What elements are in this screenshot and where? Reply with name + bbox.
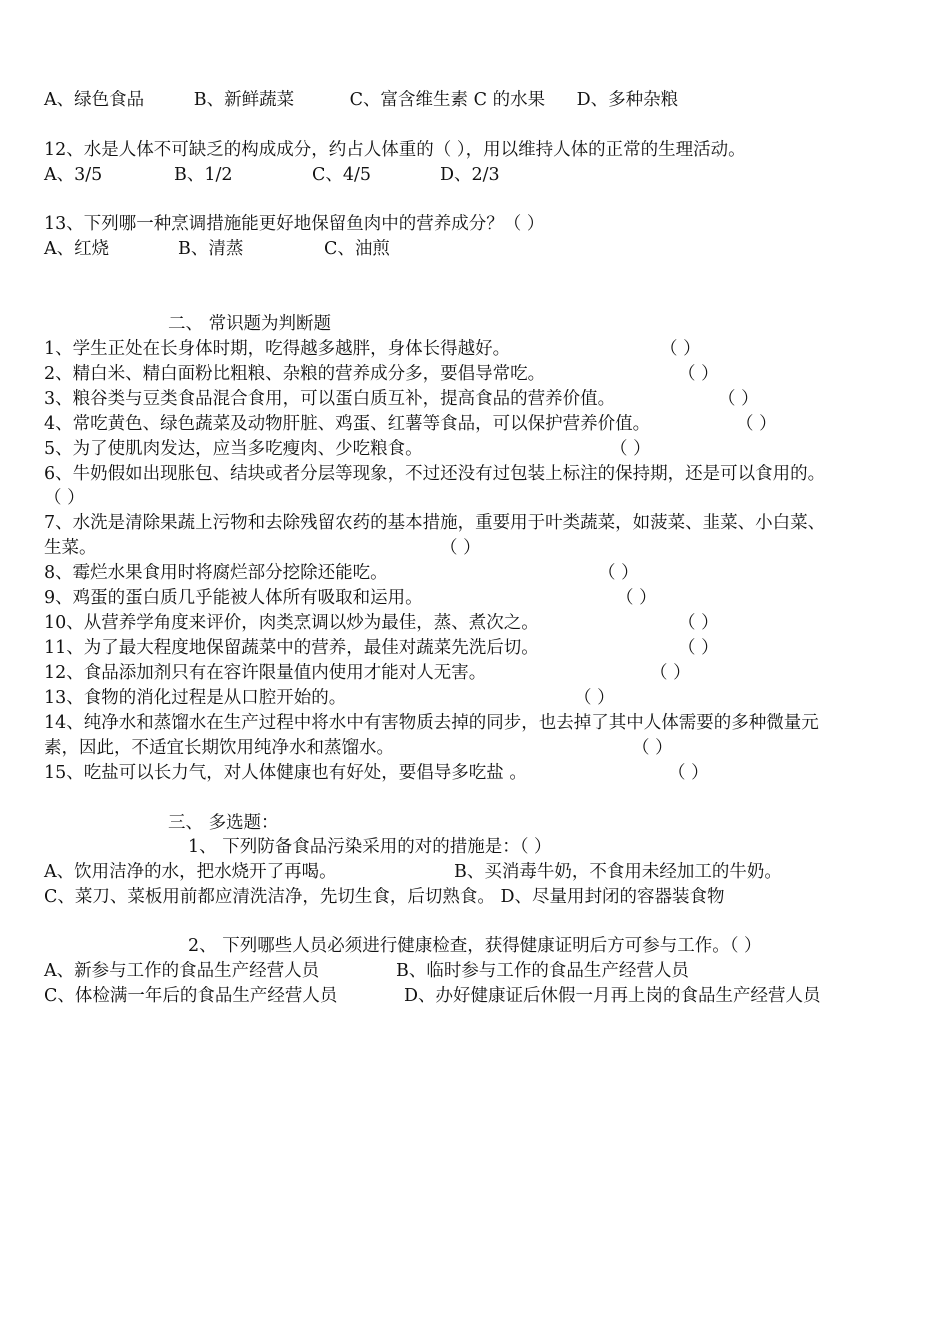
q13-options-line <box>44 238 390 260</box>
q13-option-b: B、清蒸 <box>178 239 244 259</box>
q13-option-c: C、油煎 <box>324 239 390 259</box>
s2-item-4-paren: （ ） <box>736 414 777 434</box>
s2-item-9: 9、鸡蛋的蛋白质几乎能被人体所有吸取和运用。 <box>44 588 423 608</box>
s2-item-1-paren: （ ） <box>660 339 701 359</box>
s2-item-9-paren: （ ） <box>616 588 657 608</box>
q11-option-a: A、绿色食品 <box>44 90 145 110</box>
s2-item-7-cont: 生菜。 <box>44 538 97 558</box>
s3-q2-option-d: D、办好健康证后休假一月再上岗的食品生产经营人员 <box>404 986 821 1006</box>
s2-item-6-paren: （ ） <box>44 488 85 508</box>
s2-item-3-paren: （ ） <box>718 389 759 409</box>
s2-item-5-paren: （ ） <box>610 439 651 459</box>
q12-option-d: D、2/3 <box>440 165 500 185</box>
s2-item-10-paren: （ ） <box>678 613 719 633</box>
s2-item-8-paren: （ ） <box>598 563 639 583</box>
q12-option-b: B、1/2 <box>174 165 233 185</box>
s2-item-14-paren: （ ） <box>632 738 673 758</box>
s2-item-4: 4、常吃黄色、绿色蔬菜及动物肝脏、鸡蛋、红薯等食品，可以保护营养价值。 <box>44 414 651 434</box>
s2-item-13-paren: （ ） <box>574 688 615 708</box>
s2-item-7-paren: （ ） <box>440 538 481 558</box>
s3-q1-option-b: B、买消毒牛奶，不食用未经加工的牛奶。 <box>454 862 782 882</box>
s3-q1-option-a: A、饮用洁净的水，把水烧开了再喝。 <box>44 862 337 882</box>
s2-item-12-paren: （ ） <box>650 663 691 683</box>
section3-heading: 三、 多选题： <box>168 813 279 833</box>
s2-item-2-paren: （ ） <box>678 364 719 384</box>
s2-item-5: 5、为了使肌肉发达，应当多吃瘦肉、少吃粮食。 <box>44 439 423 459</box>
q11-option-b: B、新鲜蔬菜 <box>193 90 295 110</box>
s2-item-11: 11、为了最大程度地保留蔬菜中的营养，最佳对蔬菜先洗后切。 <box>44 638 539 658</box>
s2-item-14: 14、纯净水和蒸馏水在生产过程中将水中有害物质去掉的同步，也去掉了其中人体需要的多种微量元 <box>44 713 819 733</box>
q12-option-c: C、4/5 <box>312 165 372 185</box>
s2-item-8: 8、霉烂水果食用时将腐烂部分挖除还能吃。 <box>44 563 388 583</box>
s3-q1-line1 <box>44 861 782 883</box>
s3-q1-stem: 1、 下列防备食品污染采用的对的措施是：（ ） <box>188 837 552 857</box>
s2-item-3: 3、粮谷类与豆类食品混合食用，可以蛋白质互补，提高食品的营养价值。 <box>44 389 616 409</box>
s2-item-1: 1、学生正处在长身体时期，吃得越多越胖，身体长得越好。 <box>44 339 511 359</box>
s2-item-14-cont: 素，因此，不适宜长期饮用纯净水和蒸馏水。 <box>44 738 394 758</box>
s2-item-12: 12、食品添加剂只有在容许限量值内使用才能对人无害。 <box>44 663 487 683</box>
s2-item-10: 10、从营养学角度来评价，肉类烹调以炒为最佳，蒸、煮次之。 <box>44 613 539 633</box>
s2-item-15-paren: （ ） <box>668 763 709 783</box>
q12-options-line <box>44 164 500 186</box>
q12-option-a: A、3/5 <box>44 165 103 185</box>
s3-q2-line1 <box>44 960 689 982</box>
q13-stem: 13、下列哪一种烹调措施能更好地保留鱼肉中的营养成分？（ ） <box>44 214 545 234</box>
s2-item-13: 13、食物的消化过程是从口腔开始的。 <box>44 688 347 708</box>
q11-option-c: C、富含维生素 C 的水果 <box>349 90 546 110</box>
s3-q2-stem: 2、 下列哪些人员必须进行健康检查，获得健康证明后方可参与工作。（ ） <box>188 936 762 956</box>
section2-heading: 二、 常识题为判断题 <box>168 314 332 334</box>
s3-q2-line2 <box>44 985 821 1007</box>
s3-q2-option-c: C、体检满一年后的食品生产经营人员 <box>44 986 338 1006</box>
s3-q1-line2: C、菜刀、菜板用前都应清洗洁净，先切生食，后切熟食。 D、尽量用封闭的容器装食物 <box>44 887 725 907</box>
q12-stem: 12、水是人体不可缺乏的构成成分，约占人体重的（ ），用以维持人体的正常的生理活动。 <box>44 140 746 160</box>
s3-q2-option-a: A、新参与工作的食品生产经营人员 <box>44 961 320 981</box>
s2-item-11-paren: （ ） <box>678 638 719 658</box>
s2-item-15: 15、吃盐可以长力气，对人体健康也有好处，要倡导多吃盐 。 <box>44 763 527 783</box>
q11-option-d: D、多种杂粮 <box>576 90 679 110</box>
s2-item-7: 7、水洗是清除果蔬上污物和去除残留农药的基本措施，重要用于叶类蔬菜，如菠菜、韭菜、小白菜、 <box>44 513 826 533</box>
q11-options-line <box>44 89 678 111</box>
s2-item-2: 2、精白米、精白面粉比粗粮、杂粮的营养成分多，要倡导常吃。 <box>44 364 546 384</box>
s3-q2-option-b: B、临时参与工作的食品生产经营人员 <box>396 961 689 981</box>
s2-item-6: 6、牛奶假如出现胀包、结块或者分层等现象，不过还没有过包装上标注的保持期，还是可以食用的。 <box>44 464 826 484</box>
q13-option-a: A、红烧 <box>44 239 110 259</box>
